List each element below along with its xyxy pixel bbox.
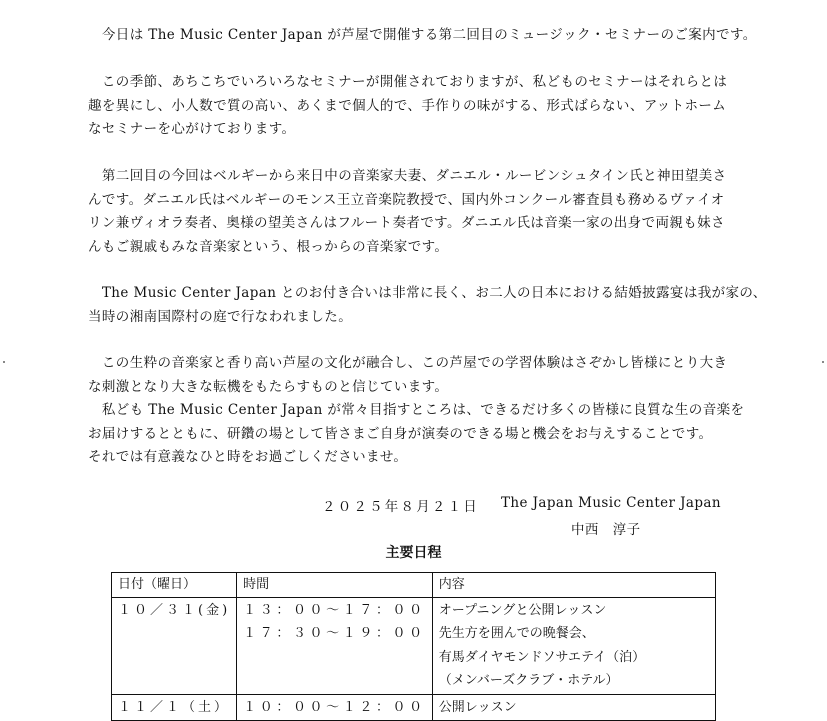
paragraph-3 [88, 165, 740, 259]
paragraph-line: 今日は The Music Center Japan が芦屋で開催する第二回目のミュージック・セミナーのご案内です。 [88, 27, 757, 43]
row-content: 公開レッスン [438, 699, 517, 715]
paragraph-line: リン兼ヴィオラ奏者、奥様の望美さんはフルート奏者です。ダニエル氏は音楽一家の出身で両親も妹さ [88, 215, 725, 231]
row-contents [432, 597, 715, 694]
paragraph-line: んです。ダニエル氏はベルギーのモンス王立音楽院教授で、国内外コンクール審査員も務めるヴァイオ [88, 191, 725, 208]
signature-name: 中西 淳子 [571, 522, 641, 538]
paragraph-4 [88, 282, 767, 329]
paragraph-line: それでは有意義なひと時をお過ごしくださいませ。 [88, 449, 408, 465]
schedule-title: 主要日程 [385, 545, 442, 561]
row-date-text: １１／１（土） [118, 699, 231, 715]
paragraph-line: The Music Center Japan とのお付き合いは非常に長く、お二人の日本における結婚披露宴は我が家の、 [88, 285, 767, 301]
row-content: 有馬ダイヤモンドソサエテイ（泊） [438, 649, 646, 665]
paragraph-line: んもご親戚もみな音楽家という、根っからの音楽家です。 [88, 238, 449, 255]
paragraph-2 [88, 71, 740, 142]
paragraph-5 [88, 352, 745, 470]
table-header-row [112, 573, 716, 598]
header-content: 内容 [432, 573, 715, 598]
paragraph-line: 趣を異にし、小人数で質の高い、あくまで個人的で、手作りの味がする、形式ばらない、アットホーム [88, 97, 727, 114]
row-time: １３：００～１７：００ [243, 602, 426, 618]
paragraph-line: なセミナーを心がけております。 [88, 121, 296, 137]
row-times [237, 597, 433, 694]
paragraph-line: この生粋の音楽家と香り高い芦屋の文化が融合し、この芦屋での学習体験はさぞかし皆様にとり大き [88, 355, 728, 371]
row-content: 先生方を囲んでの晩餐会、 [438, 626, 595, 641]
paragraph-line: 第二回目の今回はベルギーから来日中の音楽家夫妻、ダニエル・ルービンシュタイン氏と神田望美さ [88, 168, 727, 184]
row-times [237, 694, 433, 721]
row-date [112, 694, 237, 721]
table-row [112, 694, 716, 721]
margin-mark-left [3, 361, 5, 363]
row-date-text: １０／３１(金) [118, 602, 231, 618]
row-contents [432, 694, 715, 721]
row-content: オープニングと公開レッスン [438, 602, 607, 618]
paragraph-line: お届けするとともに、研鑽の場として皆さまご自身が演奏のできる場と機会をお与えすることです。 [88, 425, 713, 442]
paragraph-1 [88, 24, 757, 48]
paragraph-line: 当時の湘南国際村の庭で行なわれました。 [88, 308, 353, 325]
paragraph-line: な刺激となり大きな転機をもたらすものと信じています。 [88, 378, 449, 395]
row-date [112, 597, 237, 694]
table-row [112, 597, 716, 694]
signature-organization: The Japan Music Center Japan [501, 495, 721, 511]
paragraph-line: 私ども The Music Center Japan が常々目指すところは、できるだけ多くの皆様に良質な生の音楽を [88, 402, 745, 418]
row-time: １０：００～１２：００ [243, 699, 426, 715]
signature-date: ２０２５年８月２１日 [322, 499, 479, 515]
header-time: 時間 [237, 573, 433, 598]
paragraph-line: この季節、あちこちでいろいろなセミナーが開催されておりますが、私どものセミナーはそれらとは [88, 74, 728, 90]
schedule-table [111, 572, 716, 721]
header-date: 日付（曜日） [112, 573, 237, 598]
row-content: （メンバーズクラブ・ホテル） [438, 673, 619, 688]
margin-mark-right [822, 361, 824, 363]
row-time: １７：３０～１９：００ [243, 626, 426, 641]
